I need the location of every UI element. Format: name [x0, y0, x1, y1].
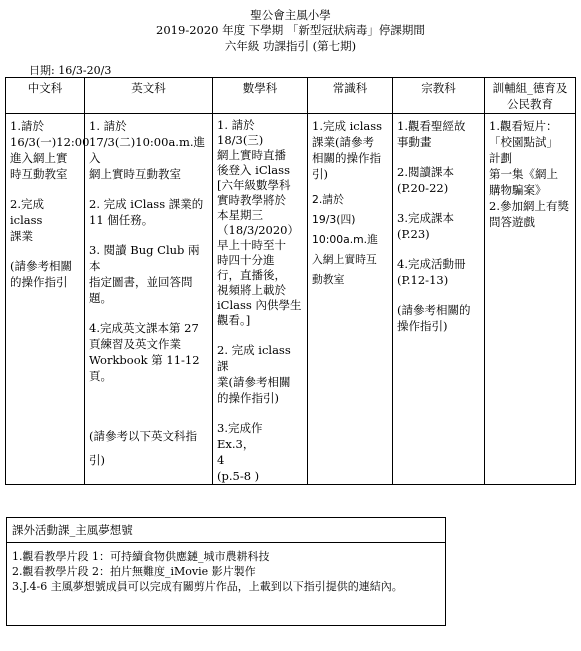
moral-item-2: 2.參加網上有獎 問答遊戲 — [489, 199, 569, 229]
religion-item-3: 3.完成課本 (P.23) — [397, 211, 454, 241]
moral-civic-cell — [485, 114, 576, 485]
header-moral-civic: 訓輔組_德育及 公民教育 — [485, 78, 576, 114]
moral-item-1: 1.觀看短片： 「校園點試」 計劃 第一集《網上 購物騙案》 — [489, 119, 558, 197]
header-general-studies: 常識科 — [308, 78, 393, 114]
religion-item-4: 4.完成活動冊 (P.12-13) — [397, 257, 466, 287]
math-item-3: 3.完成作 Ex.3， 4 (p.5-8 ) — [217, 421, 263, 483]
grade-title: 六年級 功課指引 (第七期) — [224, 39, 357, 53]
table-header-row — [6, 78, 576, 114]
table-row — [6, 114, 576, 485]
english-item-4: 4.完成英文課本第 27 頁練習及英文作業 Workbook 第 11-12 頁。 — [89, 321, 200, 383]
religion-item-2: 2.閱讀課本 (P.20-22) — [397, 165, 454, 195]
school-name: 聖公會主風小學 — [250, 8, 331, 22]
religion-cell — [393, 114, 485, 485]
header-english: 英文科 — [85, 78, 213, 114]
chinese-item-2: 2.完成 iclass 課業 — [10, 197, 44, 243]
math-item-2: 2. 完成 iclass 課 業(請參考相關 的操作指引) — [217, 343, 291, 405]
header-chinese: 中文科 — [6, 78, 85, 114]
extracurricular-line-1: 1.觀看教學片段 1：可持續食物供應鏈_城市農耕科技 — [12, 550, 270, 563]
english-item-5: (請參考以下英文科指 引) — [89, 429, 197, 467]
date-line: 日期: 16/3-20/3 — [29, 64, 112, 77]
chinese-item-3: (請參考相關 的操作指引 — [10, 259, 72, 289]
math-item-1: 1. 請於 18/3(三) 網上實時直播 後登入 iClass [六年級數學科 實時教學將於 本星期三 （18/3/2020） 早上十時至十 時四十分進 行，直播後， 視頻將上載於 iClass 內供學生 觀看。] — [217, 118, 302, 327]
extracurricular-line-2: 2.觀看教學片段 2：拍片無難度_iMovie 影片製作 — [12, 565, 256, 578]
english-item-3: 3. 閱讀 Bug Club 兩本 指定圖書，並回答問 題。 — [89, 243, 200, 305]
extracurricular-title: 課外活動課_主風夢想號 — [7, 518, 445, 543]
religion-item-5: (請參考相關的 操作指引) — [397, 303, 471, 333]
religion-item-1: 1.觀看聖經故 事動畫 — [397, 119, 466, 149]
header-religion: 宗教科 — [393, 78, 485, 114]
term-title: 2019-2020 年度 下學期 「新型冠狀病毒」停課期間 — [156, 23, 425, 37]
math-cell — [213, 114, 308, 485]
extracurricular-box — [6, 517, 446, 626]
english-item-2: 2. 完成 iClass 課業的 11 個任務。 — [89, 197, 204, 227]
english-cell — [85, 114, 213, 485]
gs-item-1: 1.完成 iclass 課業(請參考 相關的操作指 引) — [312, 119, 383, 181]
chinese-item-1: 1.請於 16/3(一)12:00 進入網上實 時互動教室 — [10, 119, 90, 181]
english-item-1: 1. 請於 17/3(二)10:00a.m.進入 網上實時互動教室 — [89, 119, 206, 181]
general-studies-cell — [308, 114, 393, 485]
gs-item-2: 2.請於 19/3(四) 10:00a.m.進 入網上實時互 動教室 — [312, 193, 378, 286]
header-math: 數學科 — [213, 78, 308, 114]
extracurricular-line-3: 3.J.4-6 主風夢想號成員可以完成有關剪片作品，上載到以下指引提供的連結內。 — [12, 580, 403, 593]
homework-table — [5, 77, 576, 485]
chinese-cell — [6, 114, 90, 485]
